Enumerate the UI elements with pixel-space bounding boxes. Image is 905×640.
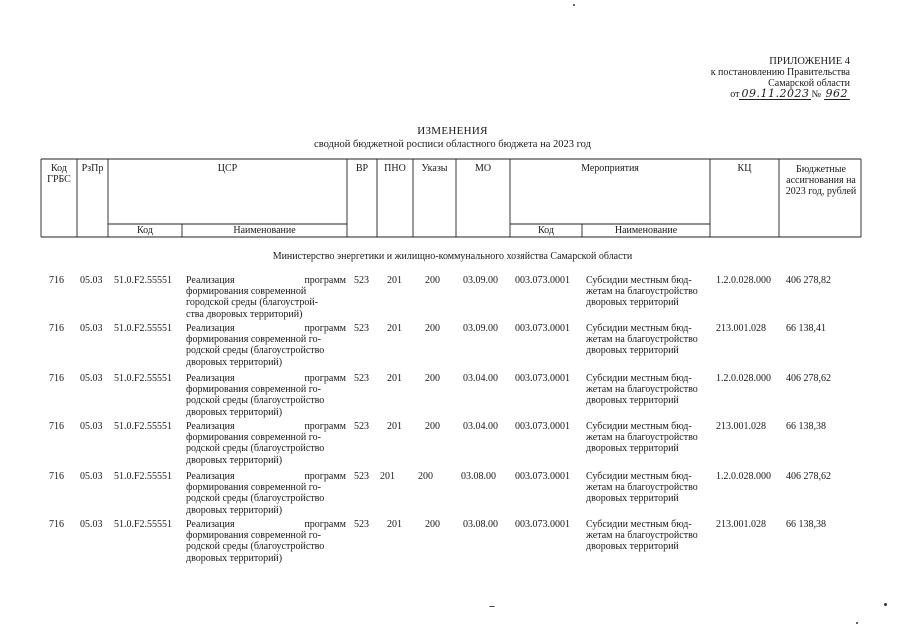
cell-measure-name-line: дворовых территорий [586, 443, 679, 455]
cell-csr-name [186, 373, 346, 418]
table-row [0, 519, 905, 567]
cell-csr-name-line: ства дворовых территорий) [186, 308, 303, 320]
handwritten-date: 09.11.2023 [741, 87, 810, 100]
cell-mo: 03.08.00 [461, 471, 496, 482]
cell-csr-code: 51.0.F2.55551 [114, 373, 173, 384]
cell-ukazy: 200 [425, 519, 440, 530]
scan-speck [573, 4, 575, 6]
cell-measure-name-line: жетам на благоустройство [586, 286, 698, 298]
cell-mo: 03.09.00 [463, 323, 498, 334]
cell-csr-name-line: дворовых территорий) [186, 552, 283, 564]
cell-csr-name-line: Реализация программ [186, 373, 346, 384]
cell-measure-name-line: Субсидии местным бюд- [586, 275, 692, 286]
header-kc: КЦ [737, 163, 752, 174]
cell-pno: 201 [387, 323, 402, 334]
cell-mo: 03.04.00 [463, 373, 498, 384]
cell-budget-sum: 406 278,62 [786, 373, 831, 384]
cell-csr-name-line: родской среды (благоустройство [186, 541, 325, 553]
cell-measure-name-line: жетам на благоустройство [586, 384, 698, 396]
cell-measure-name-line: дворовых территорий [586, 297, 679, 309]
cell-measure-name-line: дворовых территорий [586, 541, 679, 553]
handwritten-number: 962 [825, 87, 848, 100]
cell-mo: 03.08.00 [463, 519, 498, 530]
cell-csr-name-line: Реализация программ [186, 471, 346, 482]
header-vr: ВР [355, 163, 369, 174]
cell-csr-name-line: формирования современной го- [186, 482, 321, 494]
cell-csr-name [186, 471, 346, 516]
header-mo: МО [474, 163, 492, 174]
header-csr-name: Наименование [233, 225, 296, 236]
cell-grbs: 716 [49, 471, 64, 482]
cell-budget-sum: 406 278,82 [786, 275, 831, 286]
cell-vr: 523 [354, 471, 369, 482]
cell-ukazy: 200 [425, 323, 440, 334]
header-csr-code: Код [137, 225, 153, 236]
cell-csr-name-line: формирования современной го- [186, 530, 321, 542]
cell-kc: 213.001.028 [716, 421, 766, 432]
cell-csr-name-line: родской среды (благоустройство [186, 395, 325, 407]
cell-csr-name-line: дворовых территорий) [186, 454, 283, 466]
appendix-number: ПРИЛОЖЕНИЕ 4 [769, 56, 850, 67]
table-row [0, 471, 905, 519]
cell-kc: 1.2.0.028.000 [716, 471, 771, 482]
cell-budget-sum: 406 278,62 [786, 471, 831, 482]
cell-pno: 201 [380, 471, 395, 482]
number-prefix: № [811, 89, 821, 100]
cell-measure-code: 003.073.0001 [515, 519, 570, 530]
cell-csr-code: 51.0.F2.55551 [114, 421, 173, 432]
cell-csr-name-line: Реализация программ [186, 519, 346, 530]
cell-kc: 213.001.028 [716, 519, 766, 530]
cell-kc: 1.2.0.028.000 [716, 275, 771, 286]
cell-pno: 201 [387, 275, 402, 286]
cell-mo: 03.04.00 [463, 421, 498, 432]
cell-csr-name [186, 519, 346, 564]
cell-csr-name-line: формирования современной го- [186, 334, 321, 346]
header-pno: ПНО [384, 163, 406, 174]
cell-grbs: 716 [49, 323, 64, 334]
cell-vr: 523 [354, 373, 369, 384]
cell-kc: 213.001.028 [716, 323, 766, 334]
cell-measure-name-line: Субсидии местным бюд- [586, 421, 692, 432]
cell-measure-name [586, 275, 711, 309]
cell-measure-name-line: жетам на благоустройство [586, 432, 698, 444]
header-measures: Мероприятия [581, 163, 639, 174]
cell-csr-name-line: Реализация программ [186, 275, 346, 286]
cell-csr-name-line: формирования современной го- [186, 384, 321, 396]
cell-grbs: 716 [49, 373, 64, 384]
header-budget: Бюджетные ассигнования на 2023 год, рублей [785, 164, 857, 197]
header-ukazy: Указы [421, 163, 448, 174]
table-row [0, 275, 905, 323]
cell-pno: 201 [387, 373, 402, 384]
cell-measure-name [586, 471, 711, 505]
cell-measure-name-line: Субсидии местным бюд- [586, 323, 692, 334]
cell-ukazy: 200 [425, 275, 440, 286]
cell-csr-code: 51.0.F2.55551 [114, 519, 173, 530]
cell-vr: 523 [354, 421, 369, 432]
appendix-region: Самарской области [768, 78, 850, 89]
title-subtitle: сводной бюджетной росписи областного бюджета на 2023 год [314, 139, 591, 150]
scan-speck [884, 603, 887, 606]
cell-rzpr: 05.03 [80, 323, 103, 334]
cell-measure-name-line: жетам на благоустройство [586, 334, 698, 346]
cell-grbs: 716 [49, 519, 64, 530]
ministry-name: Министерство энергетики и жилищно-коммунального хозяйства Самарской области [272, 251, 633, 262]
cell-measure-code: 003.073.0001 [515, 471, 570, 482]
cell-vr: 523 [354, 519, 369, 530]
appendix-resolution: к постановлению Правительства [710, 67, 850, 78]
cell-grbs: 716 [49, 275, 64, 286]
cell-budget-sum: 66 138,38 [786, 519, 826, 530]
cell-csr-name-line: дворовых территорий) [186, 504, 283, 516]
cell-measure-name-line: Субсидии местным бюд- [586, 471, 692, 482]
cell-csr-code: 51.0.F2.55551 [114, 275, 173, 286]
cell-budget-sum: 66 138,41 [786, 323, 826, 334]
cell-measure-name-line: дворовых территорий [586, 493, 679, 505]
cell-measure-code: 003.073.0001 [515, 421, 570, 432]
cell-csr-name-line: формирования современной [186, 286, 307, 298]
cell-measure-name-line: дворовых территорий [586, 345, 679, 357]
header-grbs: Код ГРБС [47, 163, 71, 185]
cell-measure-name [586, 323, 711, 357]
cell-csr-name-line: родской среды (благоустройство [186, 493, 325, 505]
cell-csr-name [186, 275, 346, 320]
cell-rzpr: 05.03 [80, 421, 103, 432]
cell-pno: 201 [387, 519, 402, 530]
cell-rzpr: 05.03 [80, 471, 103, 482]
cell-grbs: 716 [49, 421, 64, 432]
cell-kc: 1.2.0.028.000 [716, 373, 771, 384]
header-measures-name: Наименование [614, 225, 678, 236]
cell-mo: 03.09.00 [463, 275, 498, 286]
cell-rzpr: 05.03 [80, 275, 103, 286]
cell-pno: 201 [387, 421, 402, 432]
cell-measure-name [586, 373, 711, 407]
cell-measure-code: 003.073.0001 [515, 275, 570, 286]
cell-csr-code: 51.0.F2.55551 [114, 471, 173, 482]
cell-csr-name-line: родской среды (благоустройство [186, 443, 325, 455]
table-row [0, 373, 905, 421]
cell-csr-code: 51.0.F2.55551 [114, 323, 173, 334]
cell-measure-name-line: Субсидии местным бюд- [586, 519, 692, 530]
header-csr: ЦСР [217, 163, 238, 174]
cell-rzpr: 05.03 [80, 519, 103, 530]
cell-budget-sum: 66 138,38 [786, 421, 826, 432]
cell-measure-name-line: Субсидии местным бюд- [586, 373, 692, 384]
date-prefix: от [730, 89, 740, 100]
table-row [0, 323, 905, 371]
cell-csr-name [186, 421, 346, 466]
cell-measure-name-line: жетам на благоустройство [586, 482, 698, 494]
cell-csr-name-line: дворовых территорий) [186, 406, 283, 418]
cell-csr-name-line: дворовых территорий) [186, 356, 283, 368]
cell-ukazy: 200 [425, 373, 440, 384]
cell-csr-name [186, 323, 346, 368]
cell-csr-name-line: родской среды (благоустройство [186, 345, 325, 357]
cell-ukazy: 200 [425, 421, 440, 432]
cell-measure-name-line: дворовых территорий [586, 395, 679, 407]
cell-ukazy: 200 [418, 471, 433, 482]
header-rzpr: РзПр [81, 163, 104, 174]
cell-measure-name [586, 421, 711, 455]
title-changes: ИЗМЕНЕНИЯ [417, 125, 488, 137]
cell-vr: 523 [354, 323, 369, 334]
cell-csr-name-line: Реализация программ [186, 421, 346, 432]
header-measures-code: Код [538, 225, 554, 236]
cell-rzpr: 05.03 [80, 373, 103, 384]
cell-csr-name-line: Реализация программ [186, 323, 346, 334]
cell-measure-name [586, 519, 711, 553]
cell-measure-code: 003.073.0001 [515, 323, 570, 334]
cell-vr: 523 [354, 275, 369, 286]
table-row [0, 421, 905, 469]
cell-csr-name-line: городской среды (благоустрой- [186, 297, 319, 309]
cell-measure-name-line: жетам на благоустройство [586, 530, 698, 542]
cell-measure-code: 003.073.0001 [515, 373, 570, 384]
cell-csr-name-line: формирования современной го- [186, 432, 321, 444]
scan-speck [489, 606, 495, 607]
scan-speck [856, 622, 858, 624]
